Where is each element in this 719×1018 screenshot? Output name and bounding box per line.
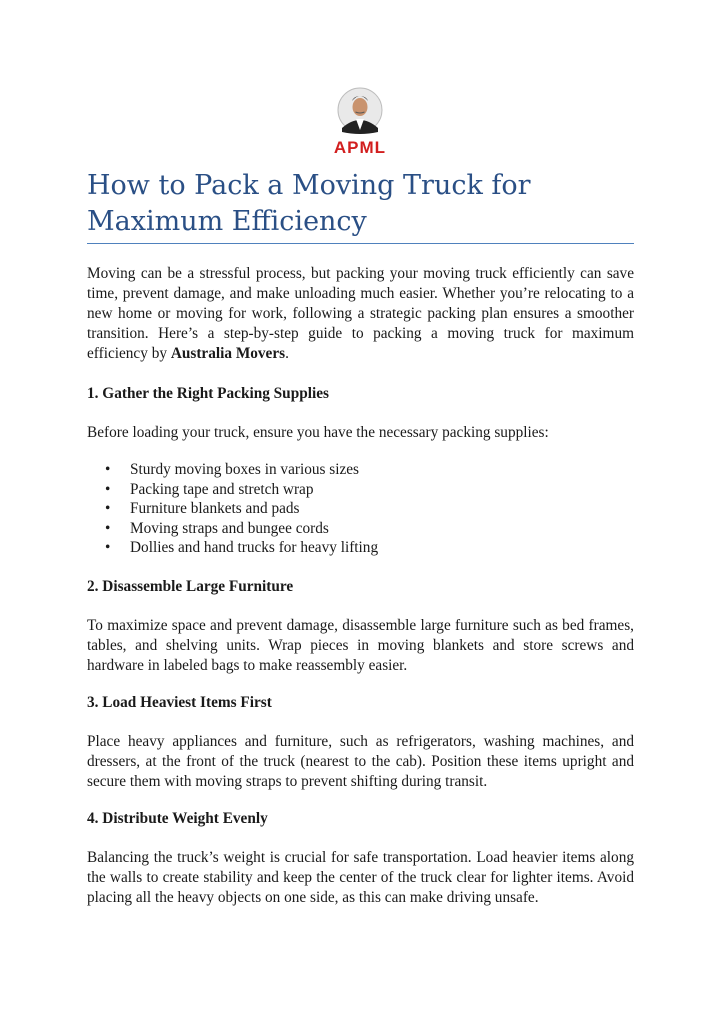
intro-text: Moving can be a stressful process, but packing your moving truck efficiently can save time, prevent damage, and make unloading much easier. Whether you’re relocating to a new home or moving for work, following a strategic packing plan ensures a smoother transition. Here’s a step-by-step guide to packing a moving truck for maximum efficiency by (87, 265, 634, 362)
list-item: • Furniture blankets and pads (105, 500, 300, 517)
bullet-icon: • (105, 539, 111, 556)
article-body (87, 264, 634, 908)
list-item: • Packing tape and stretch wrap (105, 480, 314, 498)
apml-logo (325, 86, 395, 158)
supplies-list (87, 460, 634, 558)
section-heading: 2. Disassemble Large Furniture (87, 577, 294, 595)
list-item: • Moving straps and bungee cords (105, 519, 329, 537)
intro-end: . (285, 345, 289, 362)
section-paragraph: Balancing the truck’s weight is crucial for safe transportation. Load heavier items along the walls to create stability and keep the center of the truck clear for lighter items. Avoid placing all the heavy objects on one side, as this can make driving unsafe. (87, 848, 634, 906)
list-item: • Dollies and hand trucks for heavy lifting (105, 539, 379, 556)
section-heading: 4. Distribute Weight Evenly (87, 809, 268, 827)
page-title: How to Pack a Moving Truck for Maximum Efficiency (87, 170, 531, 237)
bullet-icon: • (105, 519, 111, 537)
bullet-icon: • (105, 500, 111, 517)
section-paragraph: Place heavy appliances and furniture, such as refrigerators, washing machines, and dressers, at the front of the truck (nearest to the cab). Position these items upright and secure them with moving straps to prevent shifting during transit. (87, 732, 634, 790)
title-underline (87, 243, 634, 244)
list-item: • Sturdy moving boxes in various sizes (105, 461, 360, 478)
section-heading: 1. Gather the Right Packing Supplies (87, 385, 329, 402)
portrait-icon (325, 86, 395, 142)
logo-text: APML (333, 138, 387, 157)
brand-name: Australia Movers (170, 345, 286, 362)
section-paragraph: To maximize space and prevent damage, disassemble large furniture such as bed frames, tables, and shelving units. Wrap pieces in moving blankets and store screws and hardware in labeled bags to make reassembly easier. (87, 616, 634, 674)
intro-paragraph (87, 264, 634, 364)
bullet-icon: • (105, 461, 111, 478)
section-heading: 3. Load Heaviest Items First (87, 693, 272, 711)
bullet-icon: • (105, 480, 111, 498)
section-paragraph: Before loading your truck, ensure you have the necessary packing supplies: (87, 424, 549, 441)
